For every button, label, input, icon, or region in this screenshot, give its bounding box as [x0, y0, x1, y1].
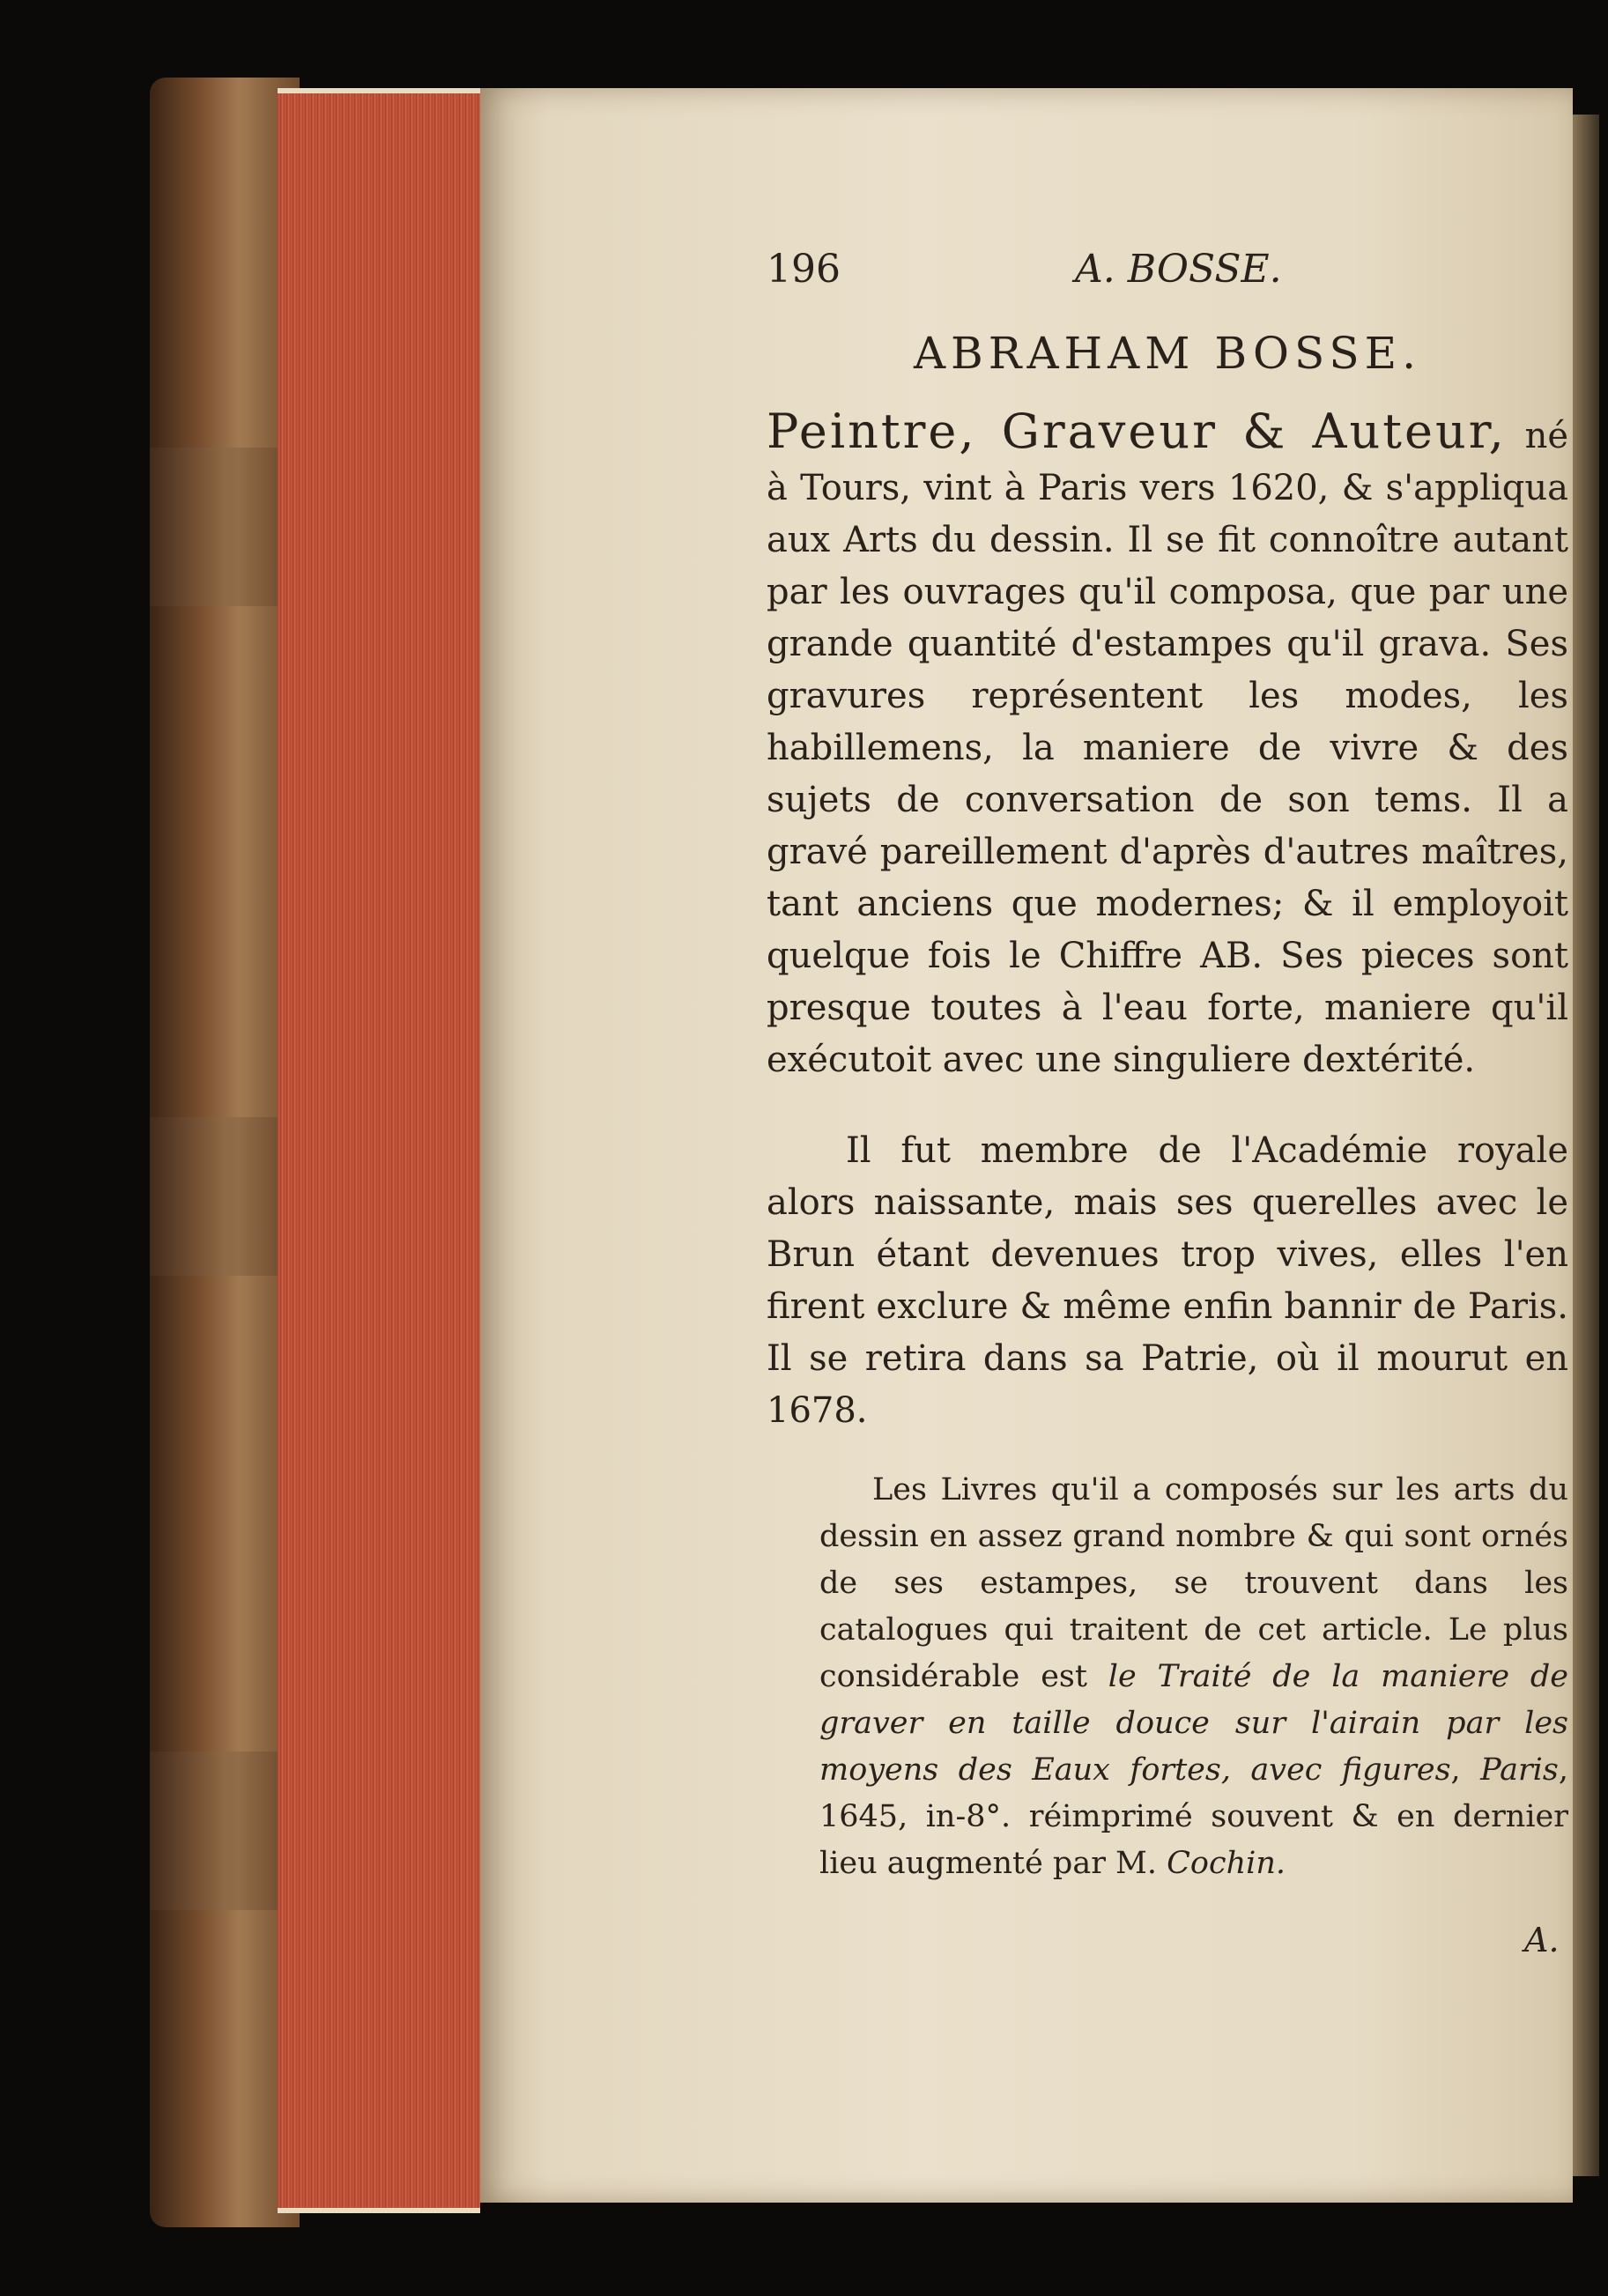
paragraph-biography — [767, 405, 1568, 1086]
page-number: 196 — [767, 247, 841, 292]
book-title: le Traité de la maniere de graver en taille douce sur l'airain par les moyens des Eaux fortes, avec figures — [819, 1659, 1568, 1788]
paragraph-lead-words: Peintre, Graveur & Auteur, — [767, 404, 1507, 459]
facing-page-edge — [1573, 115, 1599, 2176]
paragraph-body: né à Tours, vint à Paris vers 1620, & s'appliqua aux Arts du dessin. Il se fit connoître autant par les ouvrages qu'il composa, que par une grande quantité d'estampes qu'il grava. Ses gravures représentent les modes, les habillemens, la maniere de vivre & des sujets de conversation de son tems. Il a gravé pareillement d'après d'autres maîtres, tant anciens que modernes; & il employoit quelque fois le Chiffre AB. Ses pieces sont presque toutes à l'eau forte, maniere qu'il exécutoit avec une singuliere dextérité. — [767, 416, 1568, 1080]
books-intro: Les Livres qu'il a composés sur les arts du dessin en assez grand nombre & qui sont ornés de ses estampes, se trouvent dans les catalogues qui traitent de cet article. Le plus considérable est — [819, 1472, 1568, 1694]
red-page-edges — [278, 88, 480, 2213]
running-head — [767, 247, 1568, 300]
book-edition: , 1645, in-8°. réimprimé souvent & en dernier lieu augmenté par M. — [819, 1752, 1568, 1881]
paragraph-academy: Il fut membre de l'Académie royale alors naissante, mais ses querelles avec le Brun étant devenues trop vives, elles l'en firent exclure & même enfin bannir de Paris. Il se retira dans sa Patrie, où il mourut en 1678. — [767, 1130, 1568, 1431]
paragraph-books — [819, 1467, 1568, 1887]
book-place: Paris — [1480, 1752, 1559, 1788]
catchword: A. — [1524, 1921, 1560, 1959]
entry-title: ABRAHAM BOSSE. — [913, 328, 1422, 379]
books-separator: , — [1450, 1752, 1481, 1788]
book-editor: Cochin. — [1167, 1846, 1286, 1881]
page-text — [767, 247, 1568, 1887]
running-title: A. BOSSE. — [1075, 247, 1282, 292]
